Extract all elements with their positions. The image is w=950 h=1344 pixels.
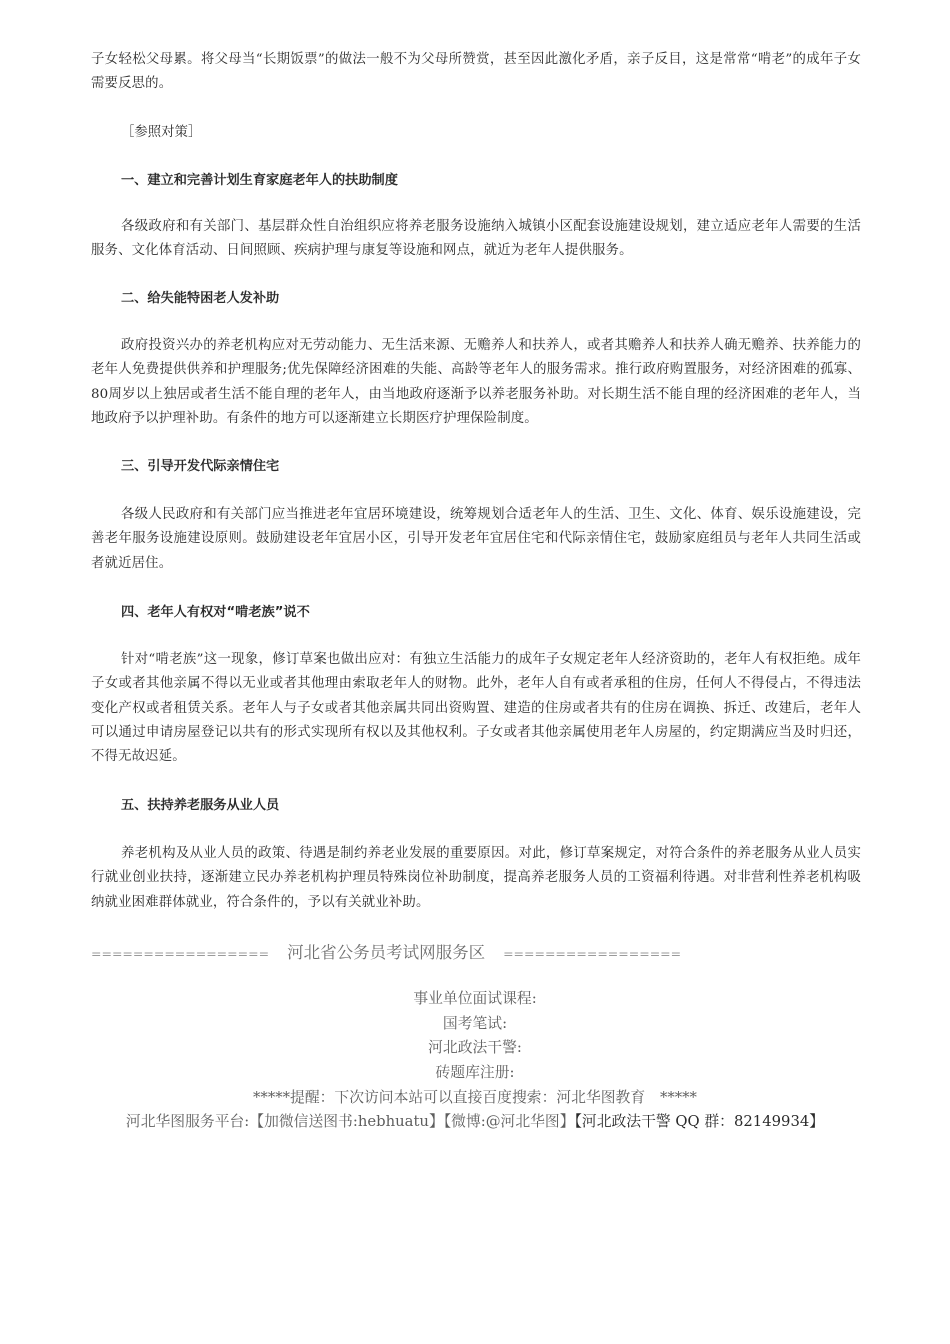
platform-qq-group: 【河北政法干警 QQ 群：82149934】 bbox=[574, 1113, 825, 1130]
reference-label: ［参照对策］ bbox=[121, 125, 202, 140]
separator-right: ================= bbox=[503, 946, 682, 961]
site-title: 河北省公务员考试网服务区 bbox=[287, 943, 486, 962]
footer-line-interview-course[interactable]: 事业单位面试课程: bbox=[413, 990, 537, 1007]
footer-platform-line bbox=[0, 1110, 950, 1134]
intro-paragraph: 子女轻松父母累。将父母当“长期饭票”的做法一般不为父母所赞赏，甚至因此激化矛盾，亲子反目，这是常常“啃老”的成年子女需要反思的。 bbox=[91, 52, 861, 92]
footer-line-reminder: *****提醒：下次访问本站可以直接百度搜索：河北华图教育 ***** bbox=[253, 1089, 697, 1106]
section-heading-2: 二、给失能特困老人发补助 bbox=[121, 291, 280, 306]
section-body-5: 养老机构及从业人员的政策、待遇是制约养老业发展的重要原因。对此，修订草案规定，对符合条件的养老服务从业人员实行就业创业扶持，逐渐建立民办养老机构护理员特殊岗位补助制度，提高养老服务人员的工资福利待遇。对非营利性养老机构吸纳就业困难群体就业，符合条件的，予以有关就业补助。 bbox=[91, 846, 861, 910]
footer-line-police-exam[interactable]: 河北政法干警: bbox=[428, 1039, 522, 1056]
section-heading-4: 四、老年人有权对“啃老族”说不 bbox=[121, 605, 310, 620]
footer-line-national-exam[interactable]: 国考笔试: bbox=[442, 1015, 508, 1032]
footer-separator bbox=[91, 939, 711, 963]
platform-info: 河北华图服务平台:【加微信送图书:hebhuatu】【微博:@河北华图】 bbox=[125, 1113, 575, 1130]
section-heading-5: 五、扶持养老服务从业人员 bbox=[121, 798, 280, 813]
footer-line-question-bank[interactable]: 砖题库注册: bbox=[435, 1064, 515, 1081]
section-body-4: 针对“啃老族”这一现象，修订草案也做出应对：有独立生活能力的成年子女规定老年人经济资助的，老年人有权拒绝。成年子女或者其他亲属不得以无业或者其他理由索取老年人的财物。此外，老年人自有或者承租的住房，任何人不得侵占，不得违法变化产权或者租赁关系。老年人与子女或者其他亲属共同出资购置、建造的住房或者共有的住房在调换、拆迁、改建后，老年人可以通过申请房屋登记以共有的形式实现所有权以及其他权利。子女或者其他亲属使用老年人房屋的，约定期满应当及时归还，不得无故迟延。 bbox=[91, 652, 861, 765]
section-heading-1: 一、建立和完善计划生育家庭老年人的扶助制度 bbox=[121, 173, 398, 188]
separator-left: ================= bbox=[91, 946, 270, 961]
section-body-1: 各级政府和有关部门、基层群众性自治组织应将养老服务设施纳入城镇小区配套设施建设规划，建立适应老年人需要的生活服务、文化体育活动、日间照顾、疾病护理与康复等设施和网点，就近为老年人提供服务。 bbox=[91, 219, 861, 259]
section-body-3: 各级人民政府和有关部门应当推进老年宜居环境建设，统筹规划合适老年人的生活、卫生、文化、体育、娱乐设施建设，完善老年服务设施建设原则。鼓励建设老年宜居小区，引导开发老年宜居住宅和代际亲情住宅，鼓励家庭组员与老年人共同生活或者就近居住。 bbox=[91, 507, 861, 571]
section-heading-3: 三、引导开发代际亲情住宅 bbox=[121, 459, 280, 474]
section-body-2: 政府投资兴办的养老机构应对无劳动能力、无生活来源、无赡养人和扶养人，或者其赡养人和扶养人确无赡养、扶养能力的老年人免费提供供养和护理服务;优先保障经济困难的失能、高龄等老年人的服务需求。推行政府购置服务，对经济困难的孤寡、80周岁以上独居或者生活不能自理的老年人，由当地政府逐渐予以养老服务补助。对长期生活不能自理的经济困难的老年人，当地政府予以护理补助。有条件的地方可以逐渐建立长期医疗护理保险制度。 bbox=[91, 338, 861, 426]
